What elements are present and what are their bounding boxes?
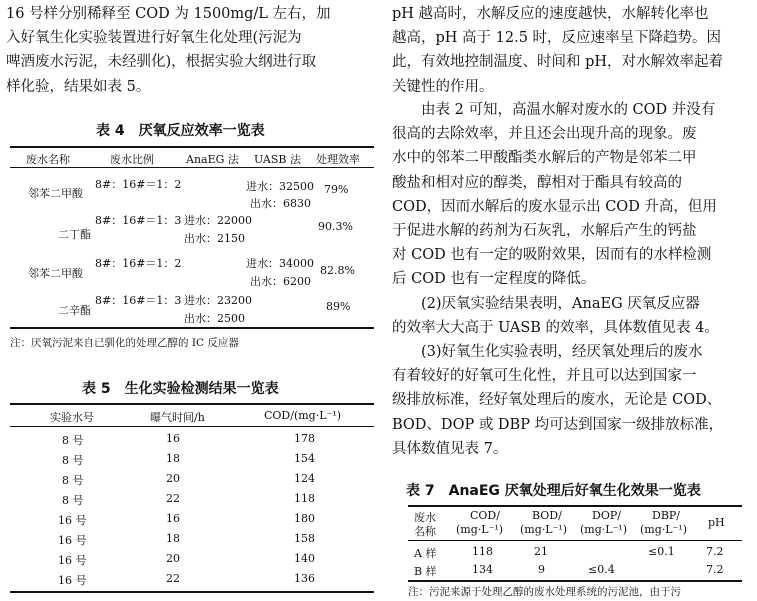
table5-cell: 136 [294,572,315,585]
table4-cell: 8#：16#＝1：2 [95,257,182,270]
table7-cell: ≤0.4 [588,563,615,576]
text-line: pH 越高时，水解反应的速度越快，水解转化率也 [392,6,709,22]
paragraph-anaerobic [392,292,752,340]
table4-cell: 二丁酯 [58,228,91,241]
text-line: 对 COD 也有一定的吸附效果，因而有的水样检测 [392,247,712,264]
table5-cell: 16 号 [58,554,87,567]
table5-top-rule [10,403,374,405]
table5-header: COD/(mg·L⁻¹) [264,409,342,422]
text-line: 于促进水解的药剂为石灰乳，水解后产生的钙盐 [392,222,697,239]
table4-cell: 79% [324,183,349,196]
text-line: 水中的邻苯二甲酸酯类水解后的产物是邻苯二甲 [392,150,697,167]
text-line: 入好氧生化实验装置进行好氧生化处理(污泥为 [6,30,302,47]
table5-cell: 180 [294,512,315,525]
table5-cell: 158 [294,532,315,545]
text-line: 酸盐和相对应的醇类，醇相对于酯具有较高的 [392,174,682,191]
text-line: 级排放标准，经好氧处理后的废水，无论是 COD、 [392,392,722,409]
table5-cell: 16 [166,512,180,525]
text-line: 由表 2 可知，高温水解对废水的 COD 并没有 [392,102,716,118]
table7-note: 注：污泥来源于处理乙醇的废水处理系统的污泥池，由于污 [408,586,681,598]
table7-cell: 118 [472,545,493,558]
paragraph-table2 [392,98,752,292]
table4-top-rule [10,146,374,148]
text-line: (3)好氧生化实验表明，经厌氧处理后的废水 [392,344,703,360]
table5-bottom-rule [10,591,374,593]
text-line: 样化验，结果如表 5。 [6,78,151,95]
table7-cell: 7.2 [706,545,724,558]
table5-header-rule [10,426,374,427]
table7-header: 名称 [414,525,436,538]
text-line: COD，因而水解后的废水显示出 COD 升高，但用 [392,198,717,215]
table4-cell: 进水：32500 [246,180,314,193]
table5-cell: 16 号 [58,534,87,547]
table5-cell: 8 号 [62,454,84,467]
table7-header: 废水 [414,511,436,524]
table5-cell: 18 [166,532,180,545]
table5-header: 曝气时间/h [150,411,205,424]
table5-caption: 表 5 生化实验检测结果一览表 [82,381,279,397]
table4-header: 废水比例 [110,153,154,166]
table4-cell: 出水：6830 [250,197,311,210]
table4-cell: 82.8% [320,264,355,277]
table7-header: (mg·L⁻¹) [520,523,568,536]
table5-cell: 22 [166,572,180,585]
table5-cell: 22 [166,492,180,505]
table4-header: 废水名称 [26,153,70,166]
table7-cell: ≤0.1 [648,545,675,558]
table4-cell: 二辛酯 [58,304,91,317]
table5-cell: 8 号 [62,494,84,507]
table4-cell: 进水：23200 [184,294,252,307]
table5-cell: 18 [166,452,180,465]
text-line: 16 号样分别稀释至 COD 为 1500mg/L 左右，加 [6,6,331,22]
table5-cell: 124 [294,472,315,485]
table5-cell: 16 号 [58,514,87,527]
table7-bottom-rule [408,580,742,582]
table4-header: 处理效率 [316,153,360,166]
table5-cell: 154 [294,452,315,465]
table7-caption: 表 7 AnaEG 厌氧处理后好氧生化效果一览表 [406,483,701,499]
text-line: 关键性的作用。 [392,78,494,95]
table7-cell: A 样 [414,547,437,560]
table4-caption: 表 4 厌氧反应效率一览表 [96,123,265,139]
table4-cell: 邻苯二甲酸 [28,187,83,200]
table7-header: DBP/ [652,509,681,522]
table7-header: pH [708,516,725,529]
text-line: 后 COD 也有一定程度的降低。 [392,271,596,288]
table7-header: (mg·L⁻¹) [456,523,504,536]
table7-header: COD/ [470,509,500,522]
table7-cell: 21 [534,545,548,558]
table5-cell: 20 [166,472,180,485]
text-line: 此，有效地控制温度、时间和 pH，对水解效率起着 [392,54,724,71]
table7-header: (mg·L⁻¹) [580,523,628,536]
table4-cell: 8#：16#＝1：3 [95,214,182,227]
table7-header: DOP/ [592,509,621,522]
text-line: 啤酒废水污泥，未经驯化)，根据实验大纲进行取 [6,54,317,71]
table4-note: 注：厌氧污泥来自已驯化的处理乙醇的 IC 反应器 [10,337,239,349]
paragraph-aerobic [392,340,752,461]
text-line: 的效率大大高于 UASB 的效率，具体数值见表 4。 [392,320,719,337]
table5-cell: 8 号 [62,474,84,487]
table5-cell: 20 [166,552,180,565]
text-line: (2)厌氧实验结果表明，AnaEG 厌氧反应器 [392,296,700,312]
text-line: 具体数值见表 7。 [392,440,508,457]
table7-cell: B 样 [414,565,437,578]
table5-cell: 8 号 [62,434,84,447]
table5-cell: 16 号 [58,574,87,587]
table4-cell: 进水：22000 [184,214,252,227]
table4-cell: 89% [326,300,351,313]
text-line: BOD、DOP 或 DBP 均可达到国家一级排放标准， [392,416,724,433]
table4-cell: 8#：16#＝1：3 [95,294,182,307]
text-line: 越高，pH 高于 12.5 时，反应速率呈下降趋势。因 [392,30,722,47]
table7-cell: 7.2 [706,563,724,576]
table5-cell: 178 [294,432,315,445]
table5-header: 实验水号 [50,411,94,424]
table4-cell: 8#：16#＝1：2 [95,178,182,191]
table4-bottom-rule [10,327,374,329]
table7-top-rule [408,505,742,507]
text-line: 有着较好的好氧可生化性，并且可以达到国家一 [392,368,697,385]
intro-paragraph [6,2,378,99]
table7-cell: 134 [472,563,493,576]
table7-header: (mg·L⁻¹) [640,523,688,536]
text-line: 很高的去除效率，并且还会出现升高的现象。废 [392,126,697,143]
paragraph-ph [392,2,752,99]
table7-header: BOD/ [532,509,562,522]
table4-cell: 出水：6200 [250,275,311,288]
table4-cell: 邻苯二甲酸 [28,267,83,280]
table5-cell: 16 [166,432,180,445]
table5-cell: 118 [294,492,315,505]
table4-cell: 出水：2500 [184,312,245,325]
table4-header: AnaEG 法 [186,153,239,166]
table4-header: UASB 法 [254,153,301,166]
table4-cell: 出水：2150 [184,232,245,245]
table4-cell: 进水：34000 [246,257,314,270]
table4-header-rule [10,167,374,168]
table5-cell: 140 [294,552,315,565]
table7-cell: 9 [538,563,545,576]
table7-header-rule [408,540,742,541]
table4-cell: 90.3% [318,220,353,233]
